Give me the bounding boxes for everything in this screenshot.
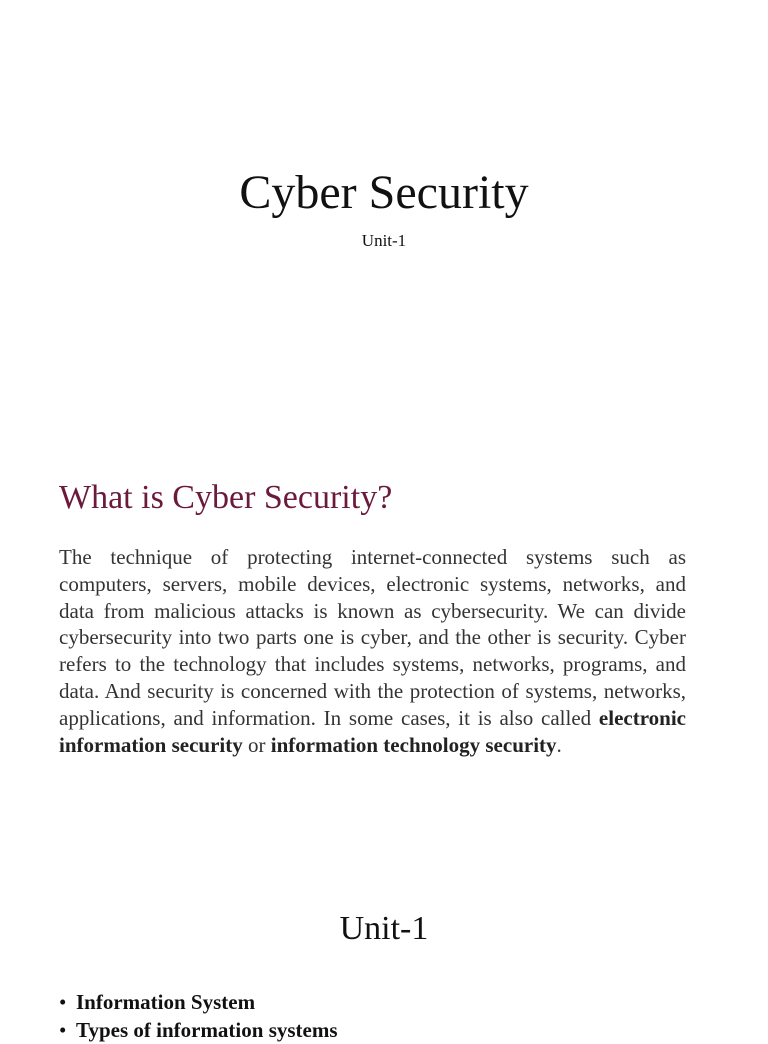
paragraph-ending: . xyxy=(556,732,562,757)
paragraph-connector: or xyxy=(242,732,271,757)
section-heading: What is Cyber Security? xyxy=(59,479,393,516)
bullet-icon: • xyxy=(59,1018,67,1042)
definition-slide xyxy=(0,432,768,864)
bullet-icon: • xyxy=(59,990,67,1014)
unit-heading: Unit-1 xyxy=(339,910,429,947)
list-item xyxy=(59,1016,338,1044)
topic-label: Information System xyxy=(76,990,256,1014)
topic-label: Types of information systems xyxy=(76,1018,338,1042)
title-slide xyxy=(0,0,768,432)
bold-term-electronic-information-security: electronic information security xyxy=(59,705,686,757)
bold-term-information-technology-security: information technology security xyxy=(270,732,557,757)
paragraph-text: The technique of protecting internet-connected systems such as computers, servers, mobile devices, electronic systems, networks, and data from malicious attacks is known as cybersecurity. We can divide cybersecurity into two parts one is cyber, and the other is security. Cyber refers to the technology that includes systems, networks, programs, and data. And security is concerned with the protection of systems, networks, applications, and information. In some cases, it is also called xyxy=(59,545,686,730)
list-item xyxy=(59,988,338,1016)
document-title: Cyber Security xyxy=(239,166,529,219)
definition-paragraph xyxy=(59,544,686,758)
topic-list xyxy=(59,988,338,1044)
document-subtitle: Unit-1 xyxy=(361,231,407,250)
unit-slide xyxy=(0,864,768,1042)
